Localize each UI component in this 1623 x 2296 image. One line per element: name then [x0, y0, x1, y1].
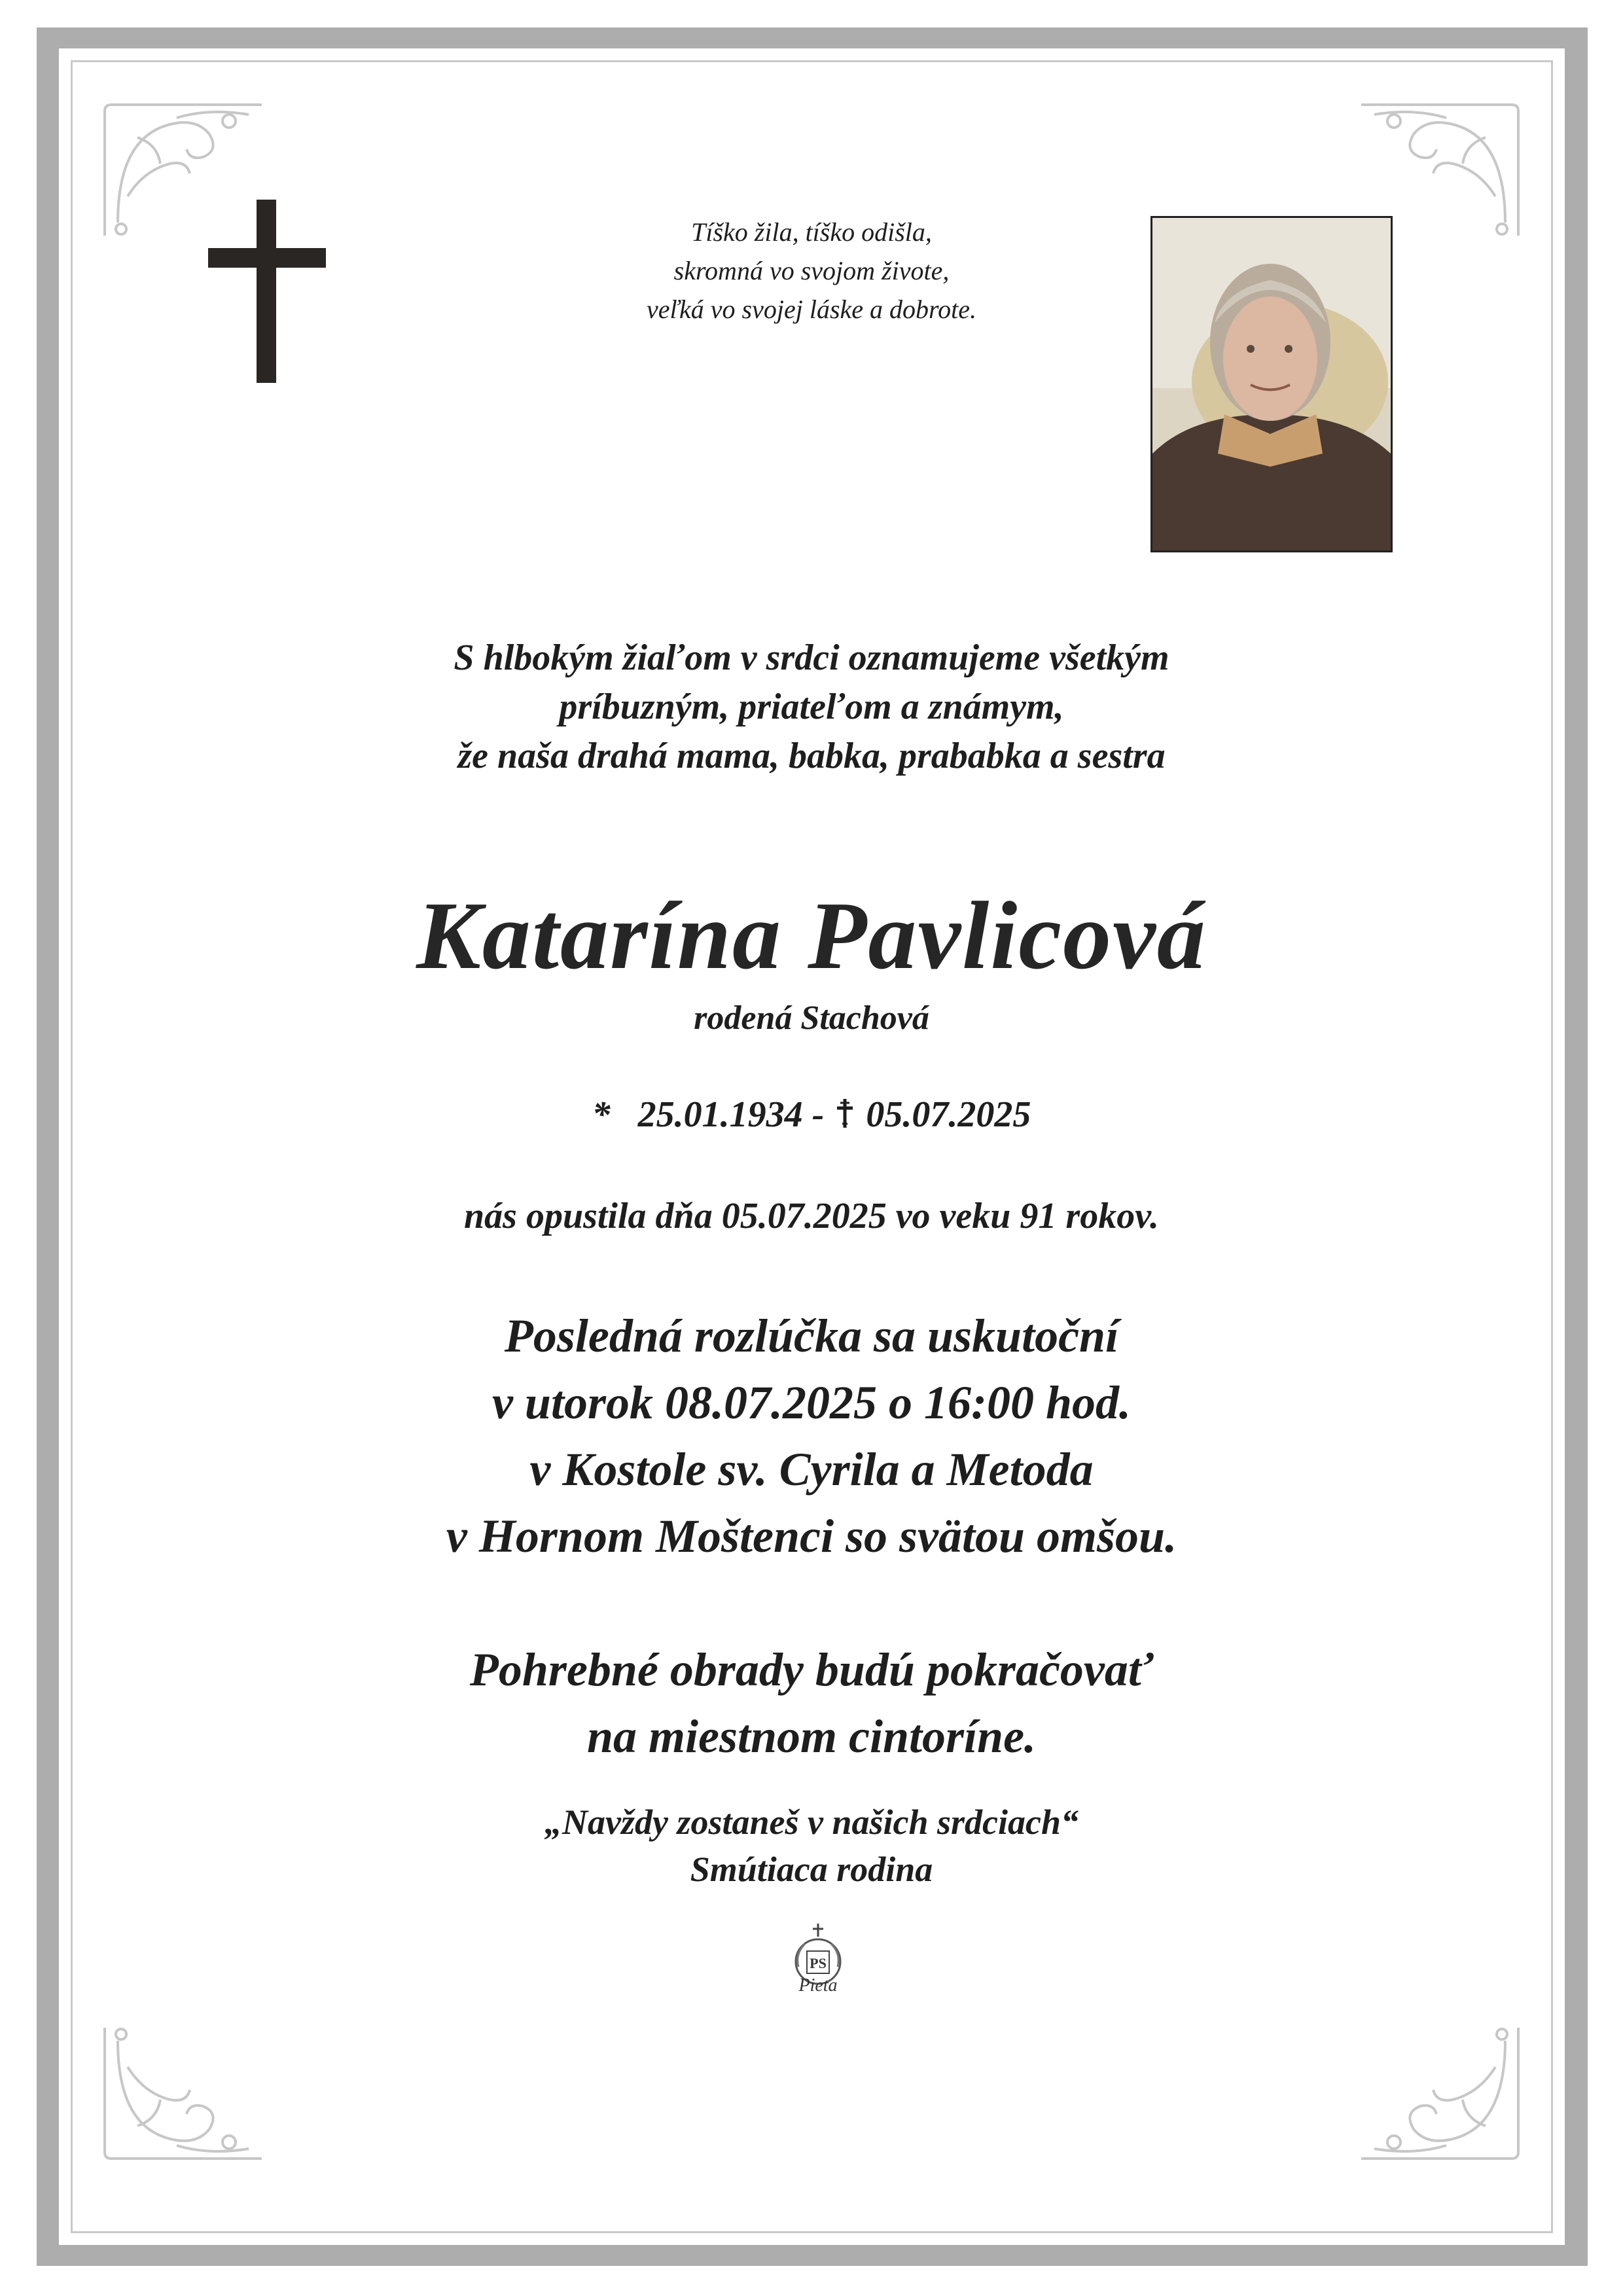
burial-line: Pohrebné obrady budú pokračovať — [469, 1643, 1154, 1696]
burial-info — [262, 1636, 1361, 1770]
maiden-name: rodená Stachová — [694, 999, 929, 1037]
birth-mark: * — [592, 1094, 611, 1135]
intro-line: S hlbokým žiaľom v srdci oznamujeme všetkým — [454, 637, 1169, 678]
announcement-intro — [262, 634, 1361, 781]
death-date: 05.07.2025 — [866, 1094, 1031, 1135]
deceased-name: Katarína Pavlicová — [416, 882, 1207, 990]
death-cross-icon — [833, 1094, 857, 1126]
closing-quote: „Navždy zostaneš v našich srdciach“ — [544, 1803, 1079, 1842]
passed-away-text: nás opustila dňa 05.07.2025 vo veku 91 rokov. — [464, 1196, 1159, 1236]
motto-line: skromná vo svojom živote, — [673, 256, 950, 285]
ceremony-line: v Hornom Moštenci so svätou omšou. — [446, 1510, 1177, 1562]
logo-text: Pieta — [798, 1975, 838, 1996]
burial-line: na miestnom cintoríne. — [586, 1710, 1037, 1763]
family-signature: Smútiaca rodina — [690, 1850, 933, 1889]
birth-date: 25.01.1934 - — [637, 1094, 825, 1135]
ceremony-line: v utorok 08.07.2025 o 16:00 hod. — [491, 1376, 1132, 1429]
motto-verse — [556, 213, 1067, 329]
logo-monogram: PS — [810, 1955, 827, 1971]
ceremony-info — [262, 1302, 1361, 1570]
intro-line: že naša drahá mama, babka, prababka a sestra — [457, 736, 1166, 776]
closing-block — [262, 1799, 1361, 1893]
intro-line: príbuzným, priateľom a známym, — [559, 687, 1064, 727]
portrait-photo — [1150, 216, 1393, 552]
corner-ornament-bottom-right — [1355, 2021, 1525, 2165]
life-dates — [262, 1092, 1361, 1138]
corner-ornament-bottom-left — [98, 2021, 268, 2165]
cross-icon — [208, 200, 326, 383]
motto-line: Tíško žila, tíško odišla, — [691, 217, 932, 247]
ceremony-line: v Kostole sv. Cyrila a Metoda — [529, 1443, 1094, 1496]
ceremony-line: Posledná rozlúčka sa uskutoční — [504, 1310, 1119, 1362]
motto-line: veľká vo svojej láske a dobrote. — [646, 295, 976, 324]
